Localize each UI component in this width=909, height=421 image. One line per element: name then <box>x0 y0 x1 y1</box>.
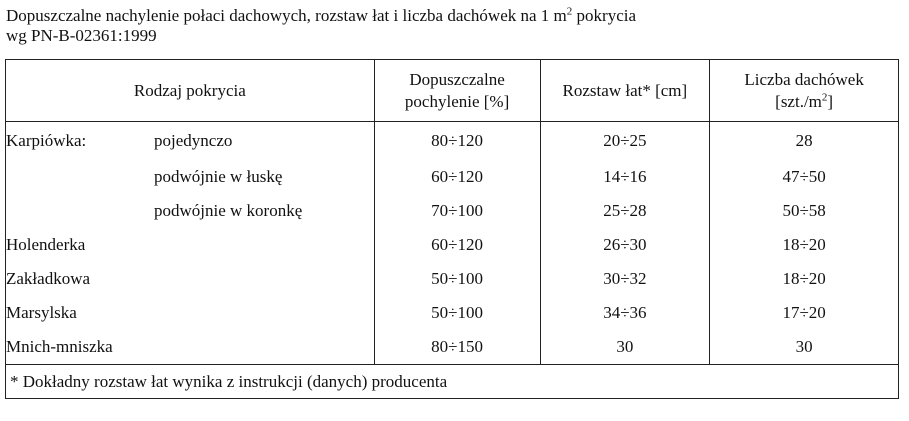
cell-slope: 80÷150 <box>374 330 540 365</box>
roofing-subtype-label: podwójnie w łuskę <box>154 167 283 186</box>
cell-roofing-type <box>6 160 375 194</box>
table-row <box>6 262 899 296</box>
roofing-subtype-label: podwójnie w koronkę <box>154 201 303 220</box>
cell-roofing-type <box>6 122 375 161</box>
roofing-type-label: Karpiówka: <box>6 131 87 150</box>
cell-spacing: 30÷32 <box>540 262 710 296</box>
table-row <box>6 194 899 228</box>
cell-spacing: 26÷30 <box>540 228 710 262</box>
cell-slope: 50÷100 <box>374 262 540 296</box>
roofing-subtype-label: pojedynczo <box>154 131 233 150</box>
table-header-row <box>6 60 899 122</box>
table-caption <box>6 6 896 46</box>
caption-superscript: 2 <box>566 5 573 18</box>
cell-count: 50÷58 <box>710 194 899 228</box>
roofing-type-label: Zakładkowa <box>6 269 91 288</box>
caption-text: Dopuszczalne nachylenie połaci dachowych, rozstaw łat i liczba dachówek na 1 m <box>6 6 567 25</box>
cell-count: 30 <box>710 330 899 365</box>
header-count-unit-end: ] <box>827 91 834 111</box>
cell-count: 28 <box>710 122 899 161</box>
header-slope-line-2: pochylenie [%] <box>404 91 510 111</box>
cell-roofing-type <box>6 194 375 228</box>
cell-spacing: 34÷36 <box>540 296 710 330</box>
cell-spacing: 30 <box>540 330 710 365</box>
cell-count: 18÷20 <box>710 228 899 262</box>
header-count-line-2 <box>710 91 898 113</box>
header-count-line-1: Liczba dachówek <box>744 69 864 89</box>
cell-slope: 60÷120 <box>374 160 540 194</box>
cell-spacing: 14÷16 <box>540 160 710 194</box>
header-batten-spacing: Rozstaw łat* [cm] <box>540 60 710 122</box>
cell-slope: 50÷100 <box>374 296 540 330</box>
cell-spacing: 25÷28 <box>540 194 710 228</box>
cell-roofing-type <box>6 330 375 365</box>
table-row <box>6 330 899 365</box>
roofing-type-label: Mnich-mniszka <box>6 337 113 356</box>
table-row <box>6 160 899 194</box>
header-tile-count <box>710 60 899 122</box>
roofing-table <box>5 59 899 399</box>
caption-text-end: pokrycia <box>572 6 637 25</box>
cell-slope: 70÷100 <box>374 194 540 228</box>
header-count-unit: [szt./m <box>775 91 822 111</box>
roofing-type-label: Marsylska <box>6 303 77 322</box>
header-count-superscript: 2 <box>821 90 828 103</box>
cell-roofing-type <box>6 228 375 262</box>
header-roofing-type: Rodzaj pokrycia <box>6 60 375 122</box>
header-slope-line-1: Dopuszczalne <box>409 69 505 89</box>
caption-line-2: wg PN-B-02361:1999 <box>6 26 157 45</box>
cell-slope: 80÷120 <box>374 122 540 161</box>
table-row <box>6 228 899 262</box>
header-slope <box>374 60 540 122</box>
caption-line-1 <box>6 6 896 26</box>
table-footnote: * Dokładny rozstaw łat wynika z instrukcji (danych) producenta <box>6 365 899 399</box>
cell-slope: 60÷120 <box>374 228 540 262</box>
cell-count: 47÷50 <box>710 160 899 194</box>
cell-count: 18÷20 <box>710 262 899 296</box>
cell-roofing-type <box>6 296 375 330</box>
cell-spacing: 20÷25 <box>540 122 710 161</box>
table-row <box>6 122 899 161</box>
table-footnote-row <box>6 365 899 399</box>
cell-roofing-type <box>6 262 375 296</box>
roofing-type-label: Holenderka <box>6 235 86 254</box>
table-row <box>6 296 899 330</box>
cell-count: 17÷20 <box>710 296 899 330</box>
